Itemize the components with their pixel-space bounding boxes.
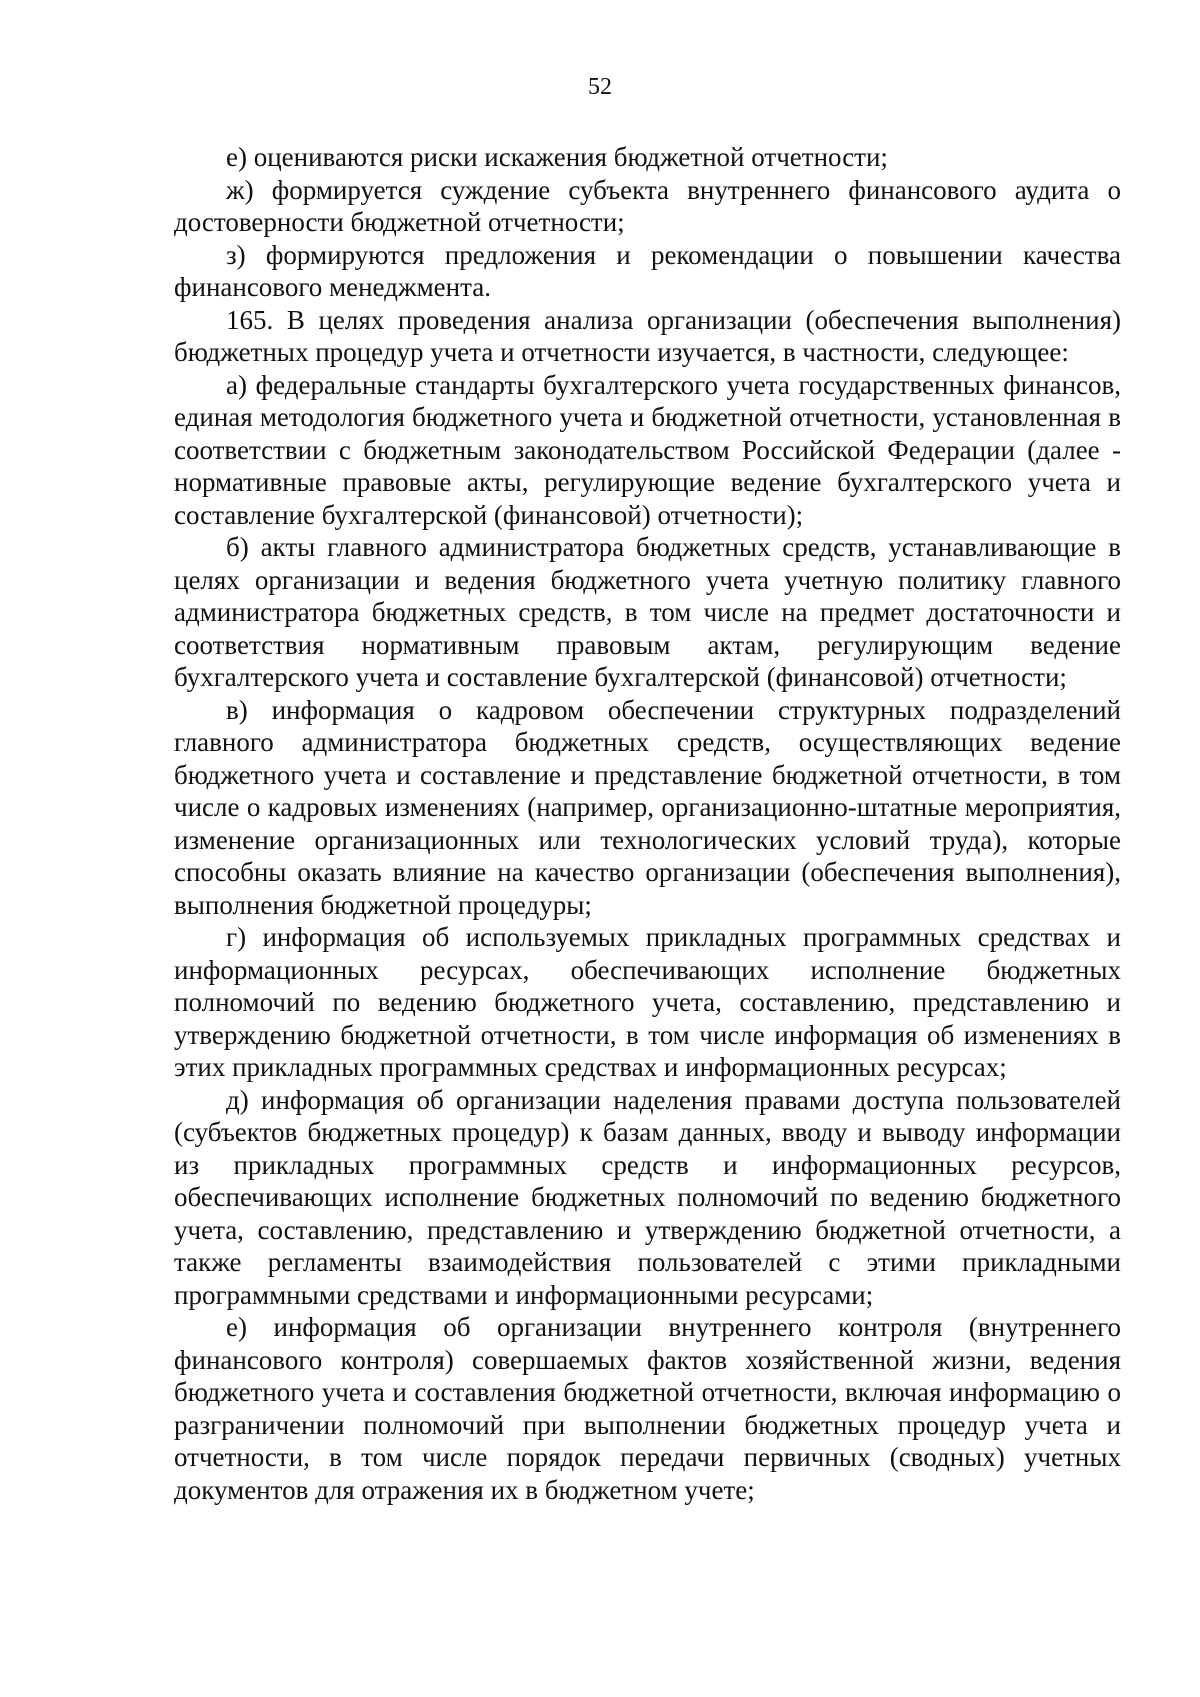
document-body bbox=[174, 141, 1121, 1506]
paragraph-zh-judgement: ж) формируется суждение субъекта внутреннего финансового аудита о достоверности бюджетной отчетности; bbox=[174, 174, 1121, 237]
paragraph-a-standards: а) федеральные стандарты бухгалтерского учета государственных финансов, единая методология бюджетного учета и бюджетной отчетности, установленная в соответствии с бюджетным законодательством Российской Федерации (далее - нормативные правовые акты, регулирующие ведение бухгалтерского учета и составление бухгалтерской (финансовой) отчетности); bbox=[174, 369, 1121, 530]
paragraph-v-staffing: в) информация о кадровом обеспечении структурных подразделений главного администратора бюджетных средств, осуществляющих ведение бюджетного учета и составление и представление бюджетной отчетности, в том числе о кадровых изменениях (например, организационно-штатные мероприятия, изменение организационных или технологических условий труда), которые способны оказать влияние на качество организации (обеспечения выполнения), выполнения бюджетной процедуры; bbox=[174, 694, 1121, 920]
paragraph-e-internal-control: е) информация об организации внутреннего контроля (внутреннего финансового контроля) совершаемых фактов хозяйственной жизни, ведения бюджетного учета и составления бюджетной отчетности, включая информацию о разграничении полномочий при выполнении бюджетных процедур учета и отчетности, в том числе порядок передачи первичных (сводных) учетных документов для отражения их в бюджетном учете; bbox=[174, 1312, 1121, 1505]
page-number: 52 bbox=[588, 74, 612, 100]
paragraph-d-access-rights: д) информация об организации наделения правами доступа пользователей (субъектов бюджетных процедур) к базам данных, вводу и выводу информации из прикладных программных средств и информационных ресурсов, обеспечивающих исполнение бюджетных полномочий по ведению бюджетного учета, составлению, представлению и утверждению бюджетной отчетности, а также регламенты взаимодействия пользователей с этими прикладными программными средствами и информационными ресурсами; bbox=[174, 1084, 1121, 1310]
paragraph-z-proposals: з) формируются предложения и рекомендации о повышении качества финансового менеджмента. bbox=[174, 239, 1121, 302]
paragraph-g-software: г) информация об используемых прикладных программных средствах и информационных ресурсах, обеспечивающих исполнение бюджетных полномочий по ведению бюджетного учета, составлению, представлению и утверждению бюджетной отчетности, в том числе информация об изменениях в этих прикладных программных средствах и информационных ресурсах; bbox=[174, 922, 1121, 1082]
paragraph-165-intro: 165. В целях проведения анализа организации (обеспечения выполнения) бюджетных процедур учета и отчетности изучается, в частности, следующее: bbox=[174, 304, 1121, 367]
paragraph-b-acts: б) акты главного администратора бюджетных средств, устанавливающие в целях организации и ведения бюджетного учета учетную политику главного администратора бюджетных средств, в том числе на предмет достаточности и соответствия нормативным правовым актам, регулирующим ведение бухгалтерского учета и составление бухгалтерской (финансовой) отчетности; bbox=[174, 532, 1121, 692]
paragraph-e-risks: е) оцениваются риски искажения бюджетной отчетности; bbox=[226, 142, 888, 172]
